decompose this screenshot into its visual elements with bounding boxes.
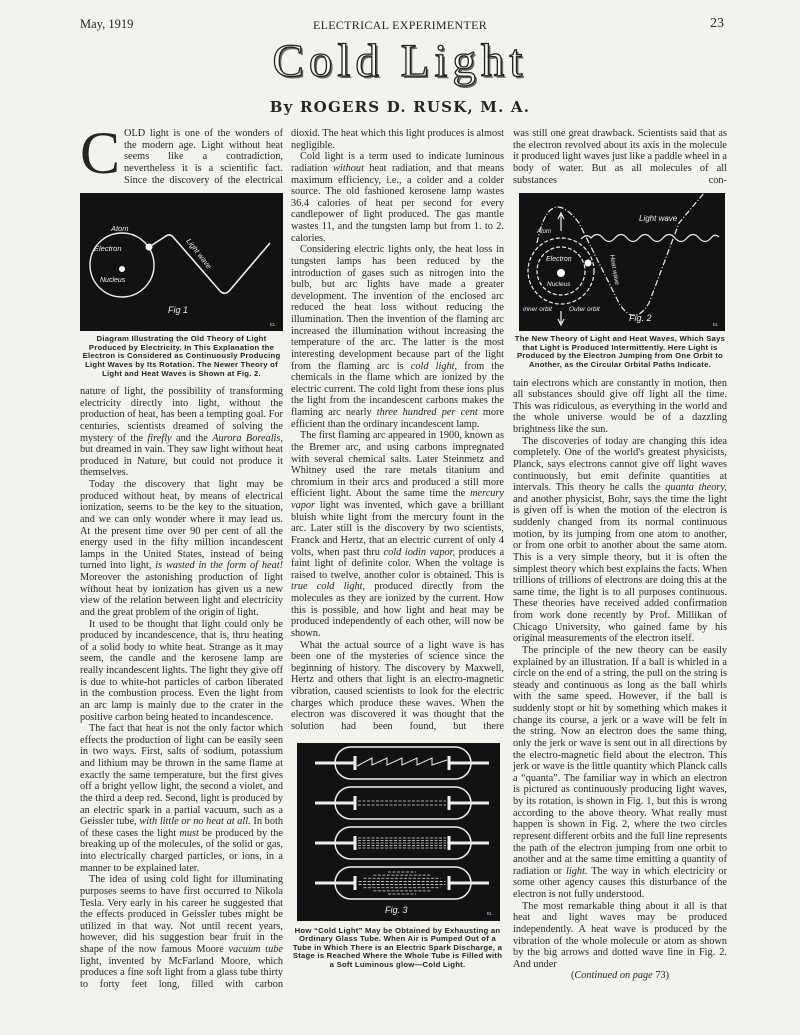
inner-orbit-label: inner orbit xyxy=(523,306,552,314)
paragraph: It used to be thought that light could only be produced by incandescence, that is, thru heating of a solid body to white heat. Strange as it may seem, the candle and the kerosene lamp are really incandescent lights. The light they give off is due to white-hot particles of carbon liberated in the combustion process. Even the light from an arc lamp is mainly due to the crater in the positive carbon being heated to incandescence. xyxy=(80,618,283,723)
article-byline: By ROGERS D. RUSK, M. A. xyxy=(269,98,531,116)
italic-phrase: vacuum tube xyxy=(228,944,284,956)
column-1 xyxy=(80,120,284,991)
column-2 xyxy=(291,128,504,977)
figure-label: Fig. 3 xyxy=(385,904,408,915)
light-wave-label: Light wave xyxy=(184,236,214,271)
article-title: Cold Light xyxy=(272,35,528,87)
figure-label: Fig. 2 xyxy=(629,313,652,324)
paragraph: The most remarkable thing about it all is that heat and light waves may be produced independently. A heat wave is produced by the vibration of the whole molecule or atom as shown by the big arrows and dotted wave line in Fig. 2. And under xyxy=(513,900,727,970)
italic-phrase: light. xyxy=(566,865,588,877)
page-number: 23 xyxy=(710,16,724,31)
paragraph: was still one great drawback. Scientists said that as the electron revolved about its axis in the molecule it produced light waves just like a paddle wheel in a body of water. But as all molecules of all substances con- xyxy=(513,128,727,186)
italic-phrase: true cold light, xyxy=(291,581,366,593)
body-text xyxy=(513,378,727,971)
paragraph: The idea of using cold light for illuminating purposes seems to have first occurred to Nikola Tesla. Very early in his career he suggested that the effects produced in Geissler tubes might be utilized in that way. Not until recent years, however, did his suggestion bear fruit in the shape of the now famous Moore vacuum tube light, invented by McFarland Moore, which produces a fine soft light from a glass tube thirty to forty feet long, filled with carbon xyxy=(80,874,284,990)
artist-initials: EL xyxy=(270,322,276,328)
paragraph: The discoveries of today are changing this idea completely. One of the world's greatest physicists, Planck, says electrons cannot give off light waves continuously, but emit definite quantities at intervals. This theory he calls the quanta theory, and another physicist, Bohr, says the time the light is given off is when the motion of the electron is suddenly changed from its normal continuous motion, by its jumping from one atom to another, or from one orbit to another about the same atom. This is a very simple theory, but it is often the simplest theory which best explains the facts. When trillions of trillions of electrons are doing this at the same time, the light is to all purposes continuous. These theories have received added confirmation from work done recently by Prof. Millikan of Chicago University, who gained fame by his original measurements of the electron itself. xyxy=(513,435,727,645)
light-wave-label: Light wave xyxy=(639,214,678,224)
italic-phrase: cold light, xyxy=(410,360,458,372)
figure-3 xyxy=(297,743,500,921)
outer-orbit-label: Outer orbit xyxy=(569,306,600,314)
figure-1 xyxy=(80,193,283,331)
nucleus-dot xyxy=(119,266,125,272)
nucleus-label: Nucleus xyxy=(100,277,126,285)
heat-wave-label: Heat wave xyxy=(608,254,621,286)
italic-phrase: must xyxy=(179,827,199,839)
issue-date: May, 1919 xyxy=(80,17,134,31)
paragraph: tain electrons which are constantly in motion, then all substances should give off light all the time. This was ridiculous, as everything in the world and the whole universe would be of a dazzling brightness like the sun. xyxy=(513,377,727,435)
artist-initials: EL xyxy=(487,910,493,916)
paragraph: dioxid. The heat which this light produces is almost negligible. xyxy=(291,128,504,151)
body-text xyxy=(291,128,504,733)
italic-phrase: Aurora Borealis, xyxy=(212,432,284,444)
italic-phrase: quanta theory, xyxy=(665,482,727,494)
intro-text xyxy=(513,128,727,186)
atom-label: Atom xyxy=(111,224,129,234)
electron-dot xyxy=(585,260,592,267)
figure-3-caption: How “Cold Light” May be Obtained by Exhausting an Ordinary Glass Tube. When Air is Pumped Out of a Tube in Which There is an Electric Spark Discharge, a Stage is Reached Where the Whole Tube is Filled with a Soft Luminous glow—Cold Light. xyxy=(292,925,503,969)
italic-phrase: without xyxy=(333,162,364,174)
figure-2 xyxy=(519,193,725,331)
magazine-name: ELECTRICAL EXPERIMENTER xyxy=(312,18,488,32)
italic-phrase: firefly xyxy=(147,432,172,444)
paragraph: Today the discovery that light may be produced without heat, by means of electrical ionization, seems to be the key to the situation, and we can only wonder where it may lead us. At the present time over 90 per cent of all the energy used in the fifty million incandescent lamps in the United States, instead of being turned into light, is wasted in the form of heat! Moreover the astonishing production of light without heat by ionization has given us a new view of the relation between light and electricity and the great problem of the origin of light. xyxy=(80,479,284,618)
column-3 xyxy=(513,128,727,982)
paragraph: What the actual source of a light wave is has been one of the mysteries of science since the beginning of history. The discovery by Maxwell, Hertz and others that light is an electro-magnetic vibration, caused scientists to look for the electric charges which produce these waves. When the electron was discovered it was thought that the solution had been found, but there xyxy=(291,639,504,732)
figure-2-caption: The New Theory of Light and Heat Waves, Which Says that Light is Produced Intermittently. Here Light is Produced by the Electron Jumping from One Orbit to Another, as the Circular Orbital Paths Indicate. xyxy=(514,334,726,369)
italic-phrase: cold iodin vapor, xyxy=(383,546,456,558)
paragraph: nature of light, the possibility of transforming electricity directly into light, without the production of heat, has been a tempting goal. For centuries, scientists dreamed of solving the mystery of the firefly and the Aurora Borealis, but dreamed in vain. They saw light without heat produced in Nature, but could not produce it themselves. xyxy=(80,386,284,479)
nucleus-label: Nucleus xyxy=(547,281,571,289)
intro-paragraph: OLD light is one of the wonders of the modern age. Light without heat seems like a contradiction, nevertheless it is a scientific fact. Since the discovery of the electrical xyxy=(124,128,283,186)
paragraph: Cold light is a term used to indicate luminous radiation without heat radiation, and that means maximum efficiency, i.e., a colder and a colder source. The old fashioned kerosene lamp wastes 36.4 calories of heat per second for every candlepower of light produced. The gas mantle wastes 11, and the tungsten lamp but from 1. to 2. calories. xyxy=(291,151,505,244)
paragraph: The fact that heat is not the only factor which effects the production of light can be easily seen in two ways. First, salts of sodium, potassium and lithium may be thrown in the same flame at exactly the same temperature, but the first gives off a bright yellow light, the second a violet, and the third a deep red. Second, light is produced by an electric spark in a partial vacuum, such as a Geissler tube, with little or no heat at all. In both of these cases the light must be produced by the breaking up of the molecules, of the solid or gas, into electrically charged particles, or ions, in a manner to be explained later. xyxy=(80,723,283,874)
figure-label: Fig 1 xyxy=(168,305,189,316)
italic-phrase: with little or no heat at all. xyxy=(139,816,251,828)
atom-label: Atom xyxy=(537,229,552,236)
italic-phrase: is wasted in the form of heat! xyxy=(155,560,284,572)
paragraph: Considering electric lights only, the heat loss in tungsten lamps has been reduced by the introduction of gases such as nitrogen into the bulb, but arc lights have made a greater development. The invention of the enclosed arc reduced the heat loss without reducing the illumination. Then the invention of the flaming arc increased the illumination without increasing the temperature of the arc. The latter is the most interesting development because part of the light from the flaming arc is cold light, from the chemicals in the flame which are ionized by the electric current. The cold light from these ions plus the light from the incandescent carbons makes the flaming arc nearly three hundred per cent more efficient than the ordinary incandescent lamp. xyxy=(291,244,505,430)
italic-phrase: mercury vapor xyxy=(291,488,504,511)
continued-note: (Continued on page 73) xyxy=(570,970,670,982)
electron-label: Electron xyxy=(546,256,572,264)
italic-phrase: three hundred per cent xyxy=(376,407,478,418)
electron-label: Electron xyxy=(94,244,122,254)
paragraph: The first flaming arc appeared in 1900, known as the Bremer arc, and using carbons impregnated with several chemical salts. Later Steinmetz and Whitney used the rare metals titanium and chromium in their arcs and produced a still more efficient light. About the same time the mercury vapor light was invented, which gave a brilliant bluish white light from the mercury fount in the arc. Later still is the discovery by two scientists, Franck and Hertz, that an electric current of only 4 volts, when past thru cold iodin vapor, produces a faint light of definite color. When the voltage is raised to twelve, another color is obtained. This is true cold light, produced directly from the molecules as they are ionized by the current. How this is possible, and how light and heat may be produced independently of each other, will now be shown. xyxy=(291,430,505,639)
figure-1-caption: Diagram Illustrating the Old Theory of Light Produced by Electricity. In This Explanation the Electron is Considered as Continuously Producing Light Waves by Its Rotation. The Newer Theory of Light and Heat Waves is Shown at Fig. 2. xyxy=(82,334,281,378)
paragraph: The principle of the new theory can be easily explained by an illustration. If a ball is whirled in a circle on the end of a string, the pull on the string is steady and continuous as long as the ball whirls with the same speed. However, if the ball is suddenly stopt or hit by something which makes it change its course, a jerk or a wave will be felt in the string. Now an electron does the same thing, only the jerk or wave is sent out in all directions by the electro-magnetic field about the electron. This jerk or wave is the little quantity which Planck calls a “quanta”. The familiar way in which an electron is pictured as continuously producing light waves, by its rotation, is shown in Fig. 1, but this is wrong according to the above theory. What really must happen is shown in Fig. 2, where the two circles represent different orbits and the full line represents the path of the electron jumping from one orbit to another and at the same time emitting a quantity of radiation or light. The way in which electricity or some other agency causes this disturbance of the electron is not fully understood. xyxy=(513,644,727,900)
artist-initials: EL xyxy=(713,322,719,328)
body-text xyxy=(80,386,283,991)
drop-cap: C xyxy=(80,120,121,186)
nucleus-dot xyxy=(557,269,565,277)
italic-phrase: Continued on page xyxy=(574,970,653,982)
